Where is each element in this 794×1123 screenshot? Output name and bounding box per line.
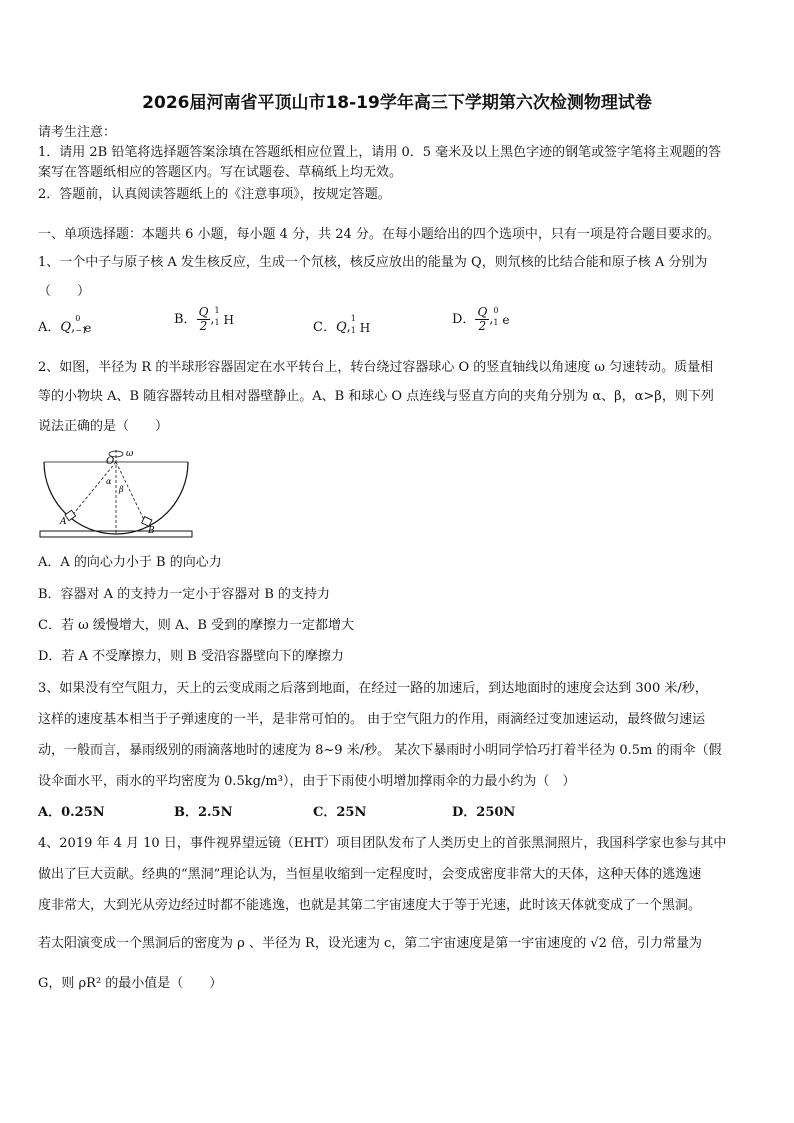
q3-line-3: 动，一般而言，暴雨级别的雨滴落地时的速度为 8~9 米/秒。 某次下暴雨时小明同学恰巧打着半径为 0.5m 的雨伞（假 xyxy=(38,743,722,758)
q3-option-c: C．25N xyxy=(313,805,367,820)
page-title: 2026届河南省平顶山市18-19学年高三下学期第六次检测物理试卷 xyxy=(142,93,652,113)
fraction: $\frac{Q}{2}$ xyxy=(198,305,209,333)
notice-item-1-line-1: 1．请用 2B 铅笔将选择题答案涂填在答题纸相应位置上，请用 0．5 毫米及以上黑色字迹的钢笔或签字笔将主观题的答 xyxy=(38,145,722,160)
q2-line-3: 说法正确的是（ ） xyxy=(38,419,169,434)
q3-line-1: 3、如果没有空气阻力，天上的云变成雨之后落到地面，在经过一路的加速后，到达地面时的速度会达到 300 米/秒， xyxy=(38,681,708,696)
fraction: $\frac{Q}{2}$ xyxy=(477,305,488,333)
nuclide-symbol: 0 −1 e xyxy=(75,313,92,335)
q2-line-1: 2、如图，半径为 R 的半球形容器固定在水平转台上，转台绕过容器球心 O 的竖直轴线以角速度 ω 匀速转动。质量相 xyxy=(38,360,714,375)
q4-line-5: G，则 ρR² 的最小值是（ ） xyxy=(38,976,223,991)
section-1-heading: 一、单项选择题：本题共 6 小题，每小题 4 分，共 24 分。在每小题给出的四个选项中，只有一项是符合题目要求的。 xyxy=(38,227,720,242)
label-a: A xyxy=(60,517,67,527)
nuclide-symbol: 1 1 H xyxy=(214,305,235,327)
q1-option-a: A．Q, 0 −1 e xyxy=(38,313,92,335)
q1-line-1: 1、一个中子与原子核 A 发生核反应，生成一个氘核，核反应放出的能量为 Q，则氘核的比结合能和原子核 A 分别为 xyxy=(38,255,708,270)
q3-line-2: 这样的速度基本相当于子弹速度的一半，是非常可怕的。 由于空气阻力的作用，雨滴经过变加速运动，最终做匀速运 xyxy=(38,712,706,727)
label-beta: β xyxy=(119,485,124,494)
nuclide-symbol: 0 1 e xyxy=(493,305,510,327)
q2-option-d: D．若 A 不受摩擦力，则 B 受沿容器壁向下的摩擦力 xyxy=(38,649,344,664)
notice-heading: 请考生注意： xyxy=(38,125,117,140)
q2-line-2: 等的小物块 A、B 随容器转动且相对器壁静止。A、B 和球心 O 点连线与竖直方向的夹角分别为 α、β，α>β，则下列 xyxy=(38,389,714,404)
notice-item-1-line-2: 案写在答题纸相应的答题区内。写在试题卷、草稿纸上均无效。 xyxy=(38,165,403,180)
q3-option-a: A．0.25N xyxy=(38,805,105,820)
q4-line-3: 度非常大，大到光从旁边经过时都不能逃逸，也就是其第二宇宙速度大于等于光速，此时该天体就变成了一个黑洞。 xyxy=(38,898,702,913)
q2-option-c: C．若 ω 缓慢增大，则 A、B 受到的摩擦力一定都增大 xyxy=(38,618,355,633)
q1-option-c: C．Q, 1 1 H xyxy=(313,313,371,335)
q4-line-2: 做出了巨大贡献。经典的“黑洞”理论认为，当恒星收缩到一定程度时，会变成密度非常大的天体，这种天体的逃逸速 xyxy=(38,867,702,882)
q3-option-d: D．250N xyxy=(452,805,516,820)
q1-option-d: D． $\frac{Q}{2}$ , 0 1 e xyxy=(452,305,510,333)
q2-option-a: A．A 的向心力小于 B 的向心力 xyxy=(38,555,222,570)
label-o: O xyxy=(106,456,115,467)
nuclide-symbol: 1 1 H xyxy=(350,313,371,335)
q3-line-4: 设伞面水平，雨水的平均密度为 0.5kg/m³），由于下雨使小明增加撑雨伞的力最小约为（ ） xyxy=(38,774,576,789)
label-b: B xyxy=(148,526,155,536)
q3-option-b: B．2.5N xyxy=(174,805,233,820)
notice-item-2: 2．答题前，认真阅读答题纸上的《注意事项》，按规定答题。 xyxy=(38,187,391,202)
q2-figure-hemisphere xyxy=(36,442,196,542)
label-alpha: α xyxy=(106,477,112,486)
q2-option-b: B．容器对 A 的支持力一定小于容器对 B 的支持力 xyxy=(38,587,331,602)
q1-line-2: （ ） xyxy=(38,284,91,299)
q4-line-4: 若太阳演变成一个黑洞后的密度为 ρ 、半径为 R，设光速为 c，第二宇宙速度是第一宇宙速度的 √2 倍，引力常量为 xyxy=(38,936,703,951)
q1-option-b: B． $\frac{Q}{2}$ , 1 1 H xyxy=(174,305,235,333)
label-omega: ω xyxy=(126,449,134,459)
q4-line-1: 4、2019 年 4 月 10 日，事件视界望远镜（EHT）项目团队发布了人类历史上的首张黑洞照片，我国科学家也参与其中 xyxy=(38,836,727,851)
